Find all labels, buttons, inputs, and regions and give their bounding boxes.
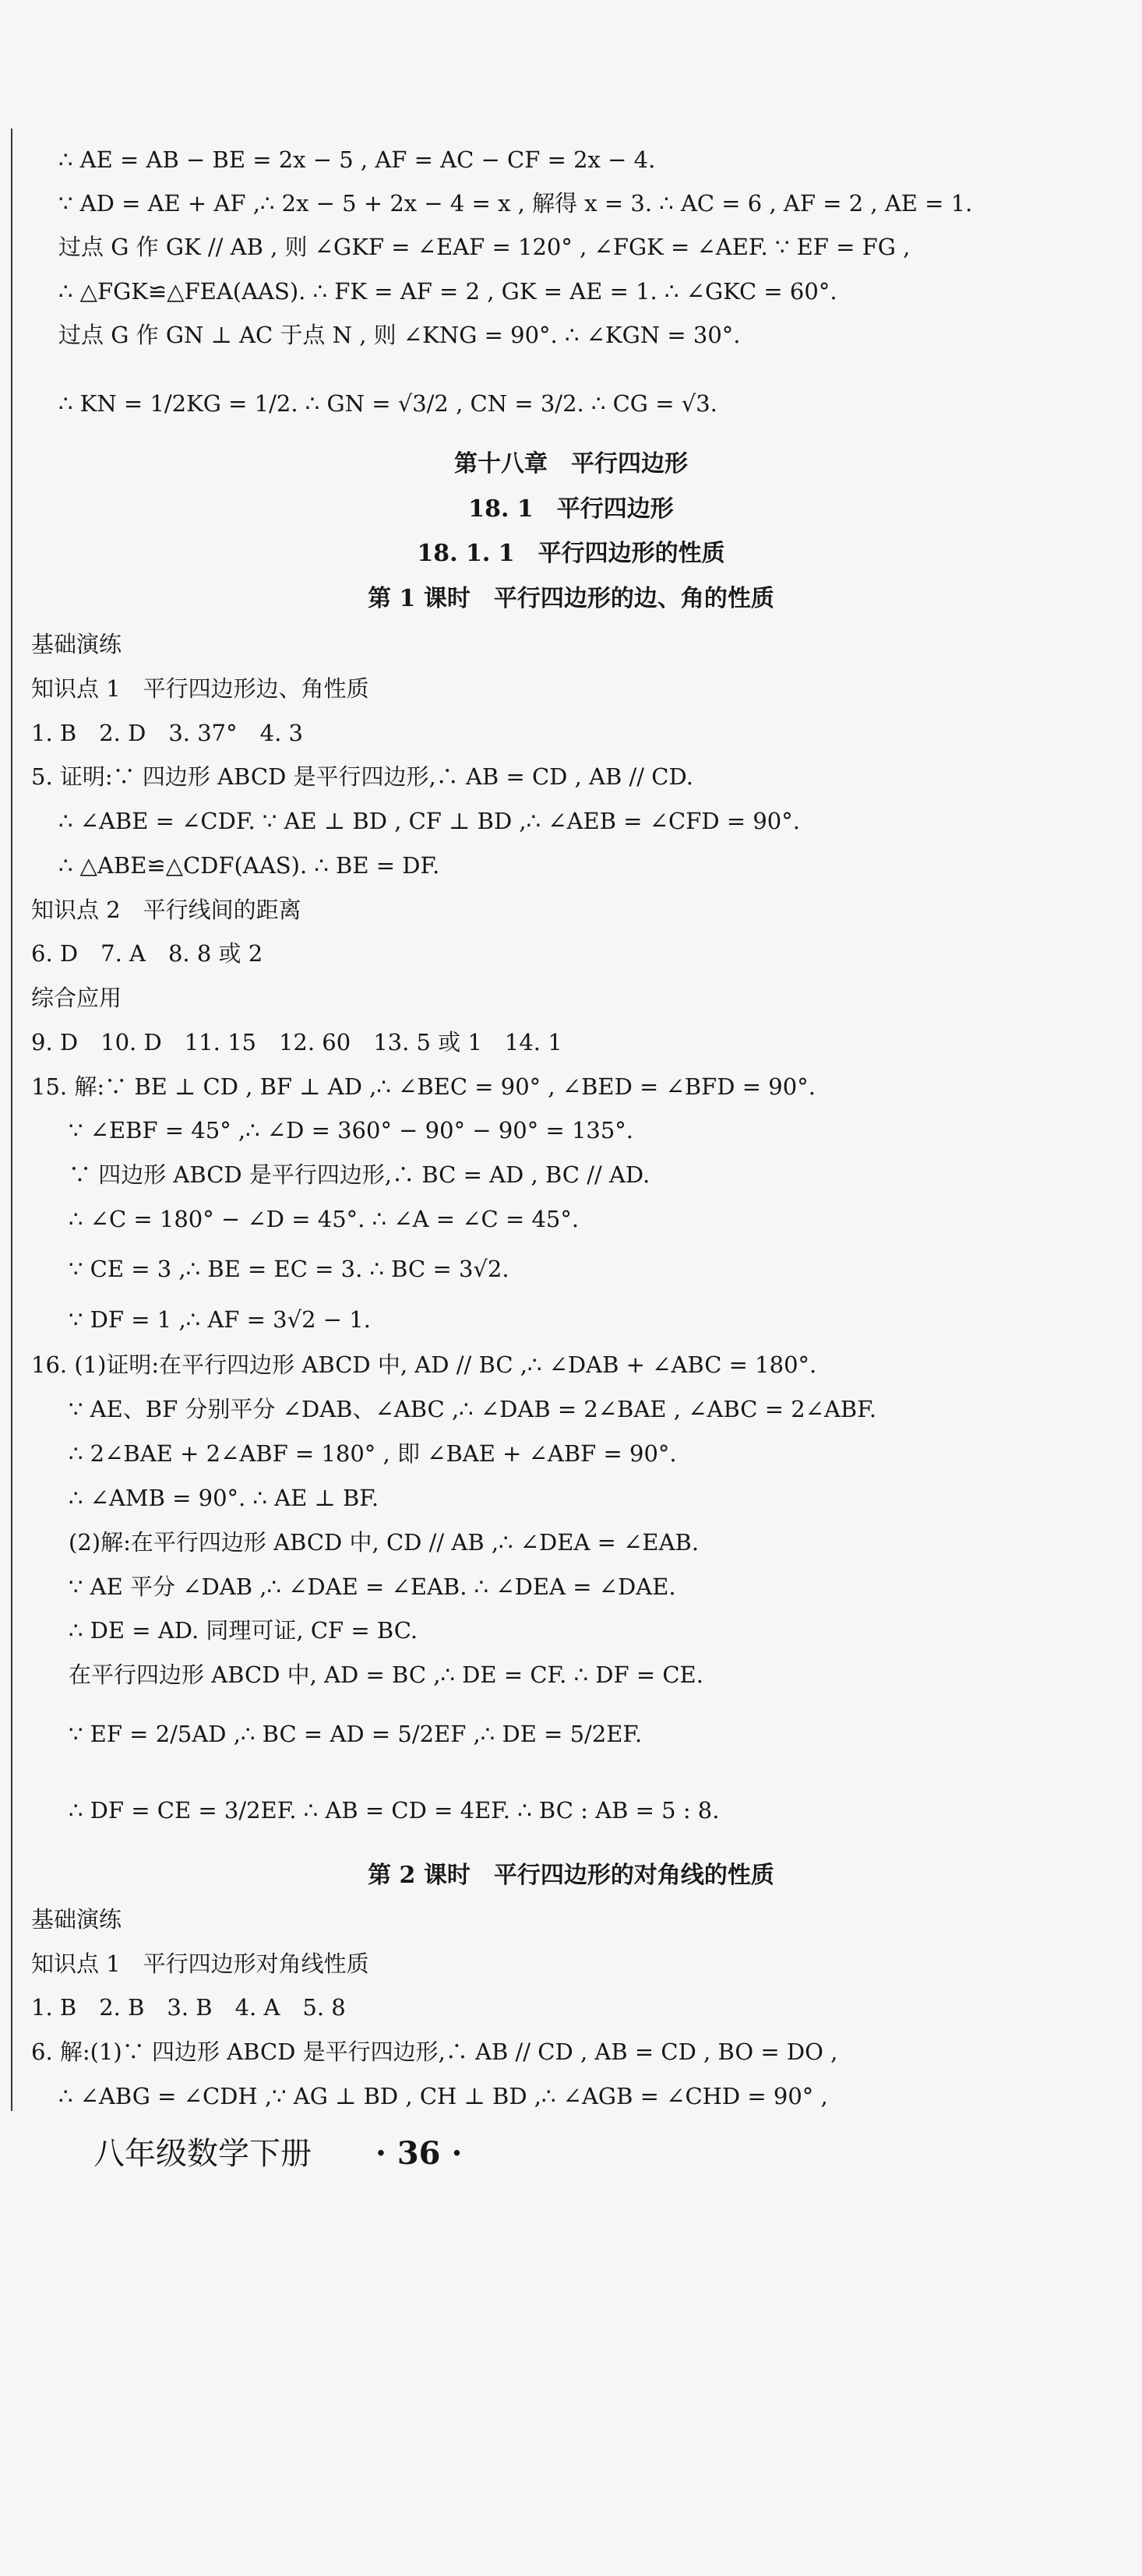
answer-line: ∴ ∠AMB = 90°. ∴ AE ⊥ BF. [69,1485,379,1511]
subsection-title: 18. 1. 1 平行四边形的性质 [417,540,725,567]
answer-line: ∴ 2∠BAE + 2∠ABF = 180° , 即 ∠BAE + ∠ABF = 90°. [69,1440,677,1467]
text-line: ∴ KN = 1/2KG = 1/2. ∴ GN = √3/2 , CN = 3/2. ∴ CG = √3. [58,390,717,417]
knowledge-point: 知识点 2 平行线间的距离 [31,897,301,923]
knowledge-point: 知识点 1 平行四边形对角线性质 [31,1951,369,1977]
answer-line: ∴ △ABE≌△CDF(AAS). ∴ BE = DF. [58,852,440,879]
answer-line: 16. (1)证明:在平行四边形 ABCD 中, AD // BC ,∴ ∠DAB + ∠ABC = 180°. [31,1351,817,1378]
answer-line: ∵ CE = 3 ,∴ BE = EC = 3. ∴ BC = 3√2. [69,1256,509,1282]
section-title: 18. 1 平行四边形 [468,495,674,523]
answer-line: ∵ AE、BF 分别平分 ∠DAB、∠ABC ,∴ ∠DAB = 2∠BAE , ∠ABC = 2∠ABF. [69,1396,877,1422]
answer-line: 6. D 7. A 8. 8 或 2 [31,940,263,967]
answer-line: 15. 解:∵ BE ⊥ CD , BF ⊥ AD ,∴ ∠BEC = 90° , ∠BED = ∠BFD = 90°. [31,1073,816,1100]
page-number: · 36 · [375,2135,463,2172]
text-line: ∴ △FGK≌△FEA(AAS). ∴ FK = AF = 2 , GK = AE = 1. ∴ ∠GKC = 60°. [58,278,837,305]
answer-line: 9. D 10. D 11. 15 12. 60 13. 5 或 1 14. 1 [31,1029,562,1055]
answer-line: 6. 解:(1)∵ 四边形 ABCD 是平行四边形,∴ AB // CD , AB = CD , BO = DO , [31,2039,838,2065]
answer-line: ∵ 四边形 ABCD 是平行四边形,∴ BC = AD , BC // AD. [69,1161,650,1188]
answer-line: ∴ ∠ABG = ∠CDH ,∵ AG ⊥ BD , CH ⊥ BD ,∴ ∠AGB = ∠CHD = 90° , [58,2083,828,2109]
subheading: 综合应用 [31,985,122,1011]
answer-line: 在平行四边形 ABCD 中, AD = BC ,∴ DE = CF. ∴ DF = CE. [69,1662,703,1688]
answer-line: ∴ ∠C = 180° − ∠D = 45°. ∴ ∠A = ∠C = 45°. [69,1206,580,1232]
answer-line: 5. 证明:∵ 四边形 ABCD 是平行四边形,∴ AB = CD , AB // CD. [31,763,693,790]
text-line: ∴ AE = AB − BE = 2x − 5 , AF = AC − CF = 2x − 4. [58,146,656,173]
answer-line: 1. B 2. D 3. 37° 4. 3 [31,720,303,746]
answer-line: ∵ DF = 1 ,∴ AF = 3√2 − 1. [69,1306,371,1333]
answer-line: 1. B 2. B 3. B 4. A 5. 8 [31,1994,346,2021]
knowledge-point: 知识点 1 平行四边形边、角性质 [31,675,369,702]
answer-line: ∴ DE = AD. 同理可证, CF = BC. [69,1617,418,1644]
lesson-1-title: 第 1 课时 平行四边形的边、角的性质 [368,585,774,612]
lesson-2-title: 第 2 课时 平行四边形的对角线的性质 [368,1862,774,1889]
text-line: ∵ AD = AE + AF ,∴ 2x − 5 + 2x − 4 = x , 解得 x = 3. ∴ AC = 6 , AF = 2 , AE = 1. [58,190,973,217]
answer-line: ∴ ∠ABE = ∠CDF. ∵ AE ⊥ BD , CF ⊥ BD ,∴ ∠AEB = ∠CFD = 90°. [58,808,800,834]
margin-rule [11,129,12,2111]
answer-line: (2)解:在平行四边形 ABCD 中, CD // AB ,∴ ∠DEA = ∠EAB. [69,1529,700,1556]
answer-line: ∵ AE 平分 ∠DAB ,∴ ∠DAE = ∠EAB. ∴ ∠DEA = ∠DAE. [69,1573,676,1600]
answer-line: ∵ ∠EBF = 45° ,∴ ∠D = 360° − 90° − 90° = 135°. [69,1117,634,1144]
text-line: 过点 G 作 GN ⊥ AC 于点 N , 则 ∠KNG = 90°. ∴ ∠KGN = 30°. [58,322,741,348]
subheading: 基础演练 [31,1906,122,1933]
answer-line: ∵ EF = 2/5AD ,∴ BC = AD = 5/2EF ,∴ DE = 5/2EF. [69,1721,643,1747]
text-line: 过点 G 作 GK // AB , 则 ∠GKF = ∠EAF = 120° , ∠FGK = ∠AEF. ∵ EF = FG , [58,234,911,260]
subheading: 基础演练 [31,631,122,657]
book-title: 八年级数学下册 [93,2136,312,2172]
answer-line: ∴ DF = CE = 3/2EF. ∴ AB = CD = 4EF. ∴ BC : AB = 5 : 8. [69,1797,720,1824]
chapter-title: 第十八章 平行四边形 [454,450,688,477]
